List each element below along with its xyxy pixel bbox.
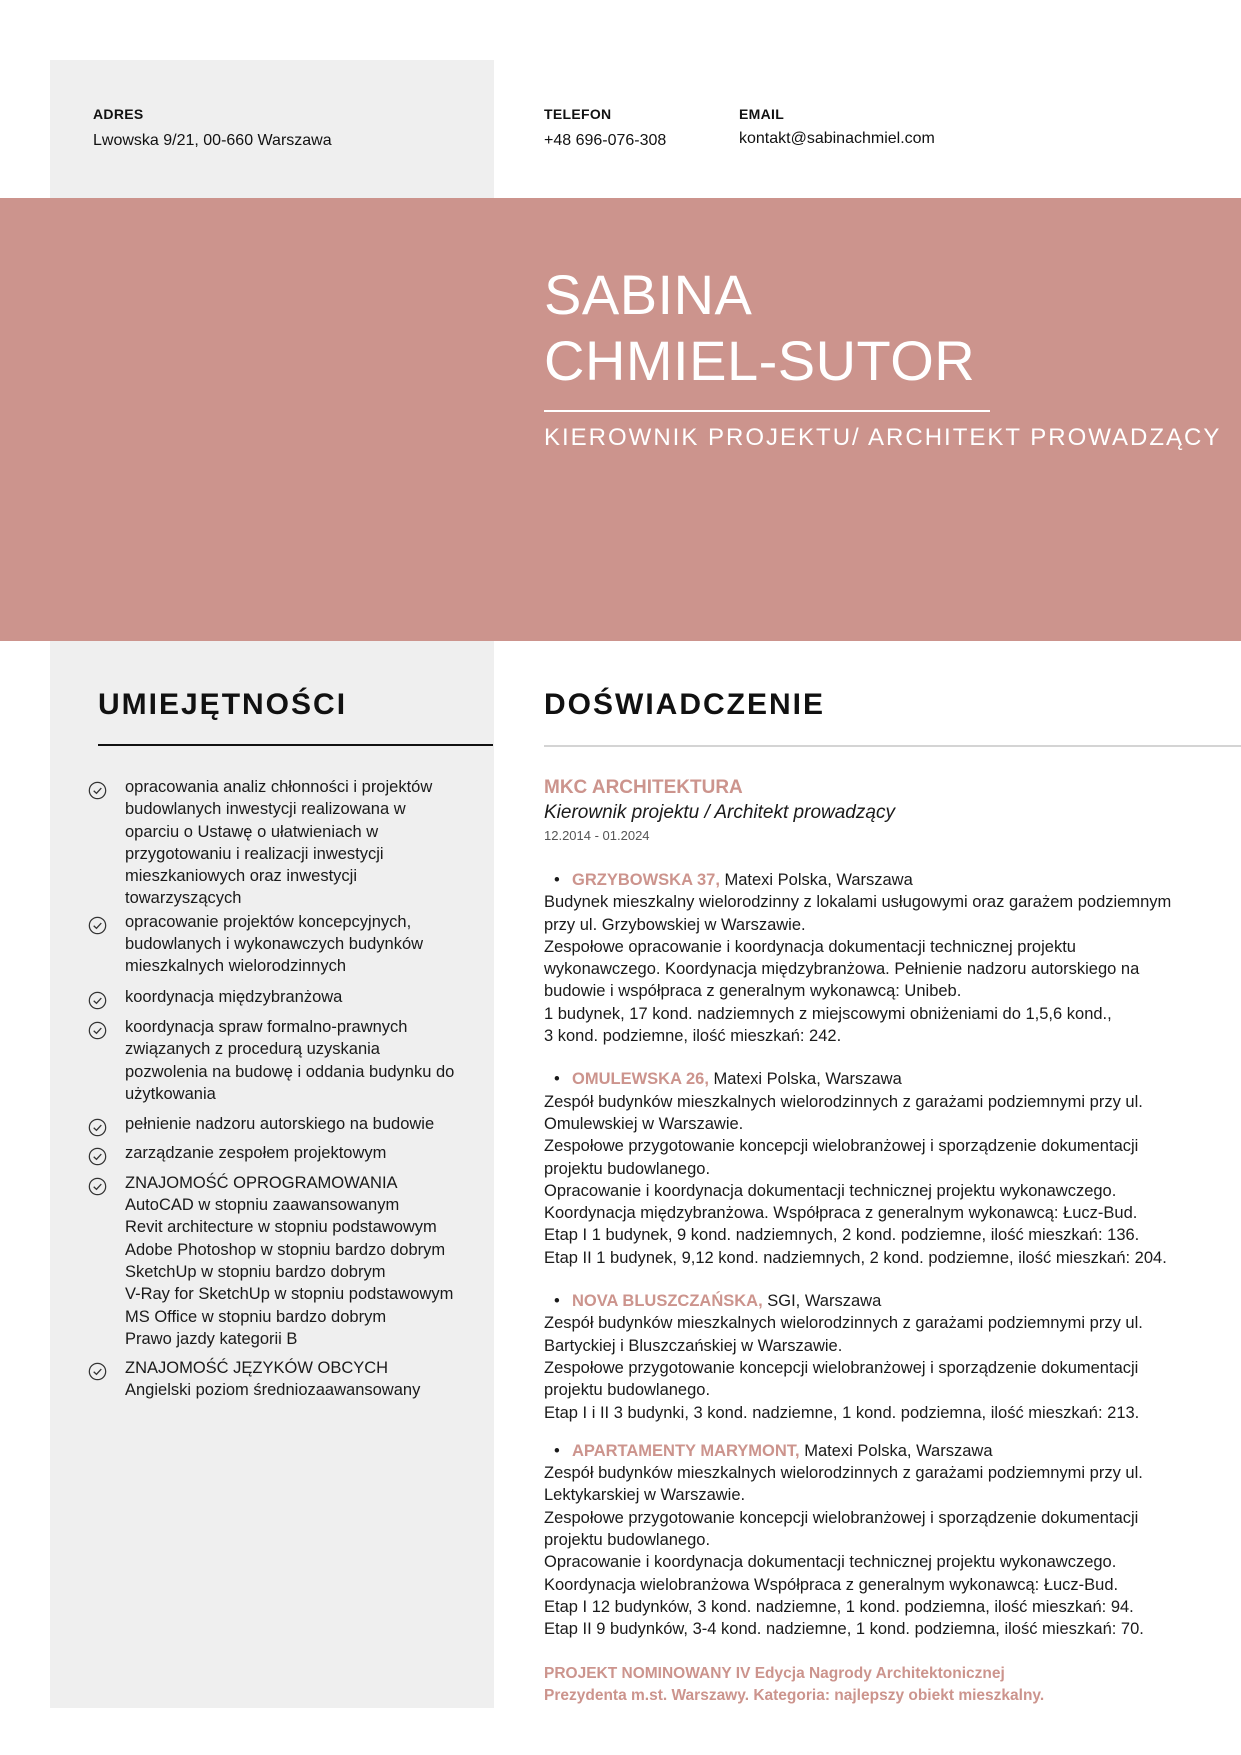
project-description-line: Zespół budynków mieszkalnych wielorodzinnych z garażami podziemnymi przy ul.	[544, 1092, 1143, 1111]
phone-value: +48 696-076-308	[544, 132, 667, 149]
skill-item	[88, 1016, 498, 1105]
project-name: NOVA BLUSZCZAŃSKA,	[572, 1292, 763, 1311]
name-divider	[544, 410, 990, 412]
project-description-line: projektu budowlanego.	[544, 1159, 711, 1178]
skill-line: budowlanych inwestycji realizowana w	[125, 800, 406, 819]
check-circle-icon	[88, 991, 107, 1010]
skill-line: koordynacja spraw formalno-prawnych	[125, 1017, 408, 1036]
project-description-line: Koordynacja wielobranżowa Współpraca z generalnym wykonawcą: Łucz-Bud.	[544, 1575, 1119, 1594]
skill-line: przygotowaniu i realizacji inwestycji	[125, 844, 384, 863]
address-label: ADRES	[93, 106, 144, 122]
project-description-line: budowie i współpraca z generalnym wykonawcą: Unibeb.	[544, 982, 962, 1001]
experience-section	[544, 776, 1234, 1707]
job-title: KIEROWNIK PROJEKTU/ ARCHITEKT PROWADZĄCY	[544, 424, 1222, 451]
project-entry	[544, 1440, 1234, 1641]
project-description-line: Zespołowe opracowanie i koordynacja dokumentacji technicznej projektu	[544, 937, 1076, 956]
skills-divider	[98, 744, 493, 746]
project-header	[544, 869, 1234, 891]
skill-item	[88, 1357, 498, 1402]
bullet-icon: •	[554, 871, 560, 889]
project-description-line: Zespołowe przygotowanie koncepcji wielobranżowej i sporządzenie dokumentacji	[544, 1137, 1139, 1156]
skill-line: zarządzanie zespołem projektowym	[125, 1144, 387, 1163]
award-line: Prezydenta m.st. Warszawy. Kategoria: najlepszy obiekt mieszkalny.	[544, 1686, 1045, 1704]
check-circle-icon	[88, 1362, 107, 1381]
skill-line: użytkowania	[125, 1084, 216, 1103]
project-client: Matexi Polska, Warszawa	[799, 1441, 993, 1460]
project-header	[544, 1290, 1234, 1312]
skill-item	[88, 1172, 498, 1350]
check-circle-icon	[88, 1147, 107, 1166]
project-description-line: projektu budowlanego.	[544, 1381, 711, 1400]
project-description-line: wykonawczego. Koordynacja międzybranżowa. Pełnienie nadzoru autorskiego na	[544, 960, 1140, 979]
project-description-line: Zespołowe przygotowanie koncepcji wielobranżowej i sporządzenie dokumentacji	[544, 1508, 1139, 1527]
skill-item	[88, 1113, 498, 1135]
skill-line: opracowania analiz chłonności i projektów	[125, 778, 433, 796]
project-description-line: Etap II 9 budynków, 3-4 kond. nadziemne, 1 kond. podziemna, ilość mieszkań: 70.	[544, 1620, 1144, 1639]
skill-line: pełnienie nadzoru autorskiego na budowie	[125, 1115, 435, 1134]
job-role: Kierownik projektu / Architekt prowadzący	[544, 802, 895, 823]
project-name: GRZYBOWSKA 37,	[572, 871, 720, 889]
project-entry	[544, 1068, 1234, 1269]
skill-line: MS Office w stopniu bardzo dobrym	[125, 1307, 387, 1326]
address-value: Lwowska 9/21, 00-660 Warszawa	[93, 132, 332, 149]
skill-line: ZNAJOMOŚĆ JĘZYKÓW OBCYCH	[125, 1359, 389, 1378]
skill-line: Angielski poziom średniozaawansowany	[125, 1381, 421, 1400]
skill-item	[88, 776, 498, 910]
skills-list	[88, 776, 498, 1402]
project-description-line: Budynek mieszkalny wielorodzinny z lokalami usługowymi oraz garażem podziemnym	[544, 893, 1172, 912]
project-name: OMULEWSKA 26,	[572, 1070, 709, 1089]
skill-line: związanych z procedurą uzyskania	[125, 1040, 380, 1059]
project-list	[544, 869, 1234, 1641]
project-header	[544, 1440, 1234, 1462]
skill-line: pozwolenia na budowę i oddania budynku do	[125, 1062, 455, 1081]
skill-line: Prawo jazdy kategorii B	[125, 1329, 298, 1348]
project-client: Matexi Polska, Warszawa	[708, 1070, 902, 1089]
bullet-icon: •	[554, 1441, 560, 1460]
project-description-line: Lektykarskiej w Warszawie.	[544, 1486, 746, 1505]
check-circle-icon	[88, 1177, 107, 1196]
project-description-line: 1 budynek, 17 kond. nadziemnych z miejscowymi obniżeniami do 1,5,6 kond.,	[544, 1004, 1112, 1023]
project-client: Matexi Polska, Warszawa	[719, 871, 913, 889]
skill-line: mieszkalnych wielorodzinnych	[125, 957, 347, 976]
bullet-icon: •	[554, 1292, 560, 1311]
skill-line: mieszkaniowych oraz inwestycji	[125, 867, 357, 886]
project-entry	[544, 1290, 1234, 1424]
project-client: SGI, Warszawa	[762, 1292, 882, 1311]
skill-line: Adobe Photoshop w stopniu bardzo dobrym	[125, 1240, 446, 1259]
check-circle-icon	[88, 1118, 107, 1137]
project-description-line: Etap I 1 budynek, 9 kond. nadziemnych, 2 kond. podziemne, ilość mieszkań: 136.	[544, 1226, 1140, 1245]
email-label: EMAIL	[739, 106, 785, 122]
project-description-line: Omulewskiej w Warszawie.	[544, 1114, 744, 1133]
project-description-line: Zespół budynków mieszkalnych wielorodzinnych z garażami podziemnymi przy ul.	[544, 1464, 1143, 1483]
award-line: PROJEKT NOMINOWANY IV Edycja Nagrody Architektonicznej	[544, 1664, 1005, 1682]
skill-item	[88, 911, 498, 978]
company-name: MKC ARCHITEKTURA	[544, 777, 743, 798]
project-description-line: Etap II 1 budynek, 9,12 kond. nadziemnych, 2 kond. podziemne, ilość mieszkań: 204.	[544, 1248, 1167, 1267]
skill-line: V-Ray for SketchUp w stopniu podstawowym	[125, 1285, 454, 1304]
project-description-line: Opracowanie i koordynacja dokumentacji technicznej projektu wykonawczego.	[544, 1553, 1117, 1572]
contact-background	[50, 60, 494, 198]
experience-heading: DOŚWIADCZENIE	[544, 688, 825, 721]
check-circle-icon	[88, 1021, 107, 1040]
project-description-line: Zespół budynków mieszkalnych wielorodzinnych z garażami podziemnymi przy ul.	[544, 1314, 1143, 1333]
full-name	[544, 262, 975, 394]
award-note	[544, 1663, 1234, 1707]
email-value: kontakt@sabinachmiel.com	[739, 130, 935, 147]
skill-line: towarzyszących	[125, 889, 242, 908]
project-entry	[544, 869, 1234, 1047]
project-description-line: Etap I i II 3 budynki, 3 kond. nadziemne, 1 kond. podziemna, ilość mieszkań: 213.	[544, 1403, 1140, 1422]
project-description-line: przy ul. Grzybowskiej w Warszawie.	[544, 915, 806, 934]
skill-line: koordynacja międzybranżowa	[125, 987, 343, 1006]
bullet-icon: •	[554, 1070, 560, 1089]
last-name: CHMIEL-SUTOR	[544, 329, 976, 392]
project-description-line: projektu budowlanego.	[544, 1531, 711, 1550]
project-name: APARTAMENTY MARYMONT,	[572, 1441, 800, 1460]
project-description-line: Zespołowe przygotowanie koncepcji wielobranżowej i sporządzenie dokumentacji	[544, 1358, 1139, 1377]
employment-dates: 12.2014 - 01.2024	[544, 828, 650, 843]
skill-line: SketchUp w stopniu bardzo dobrym	[125, 1262, 386, 1281]
skill-line: opracowanie projektów koncepcyjnych,	[125, 912, 412, 931]
skill-line: ZNAJOMOŚĆ OPROGRAMOWANIA	[125, 1173, 398, 1192]
project-description-line: Koordynacja międzybranżowa. Współpraca z generalnym wykonawcą: Łucz-Bud.	[544, 1204, 1138, 1223]
skill-line: budowlanych i wykonawczych budynków	[125, 935, 424, 954]
phone-label: TELEFON	[544, 106, 612, 122]
project-header	[544, 1068, 1234, 1090]
first-name: SABINA	[544, 263, 753, 326]
experience-divider	[544, 745, 1241, 747]
check-circle-icon	[88, 916, 107, 935]
project-description-line: Opracowanie i koordynacja dokumentacji technicznej projektu wykonawczego.	[544, 1181, 1117, 1200]
project-description-line: 3 kond. podziemne, ilość mieszkań: 242.	[544, 1027, 842, 1046]
project-description-line: Etap I 12 budynków, 3 kond. nadziemne, 1 kond. podziemna, ilość mieszkań: 94.	[544, 1597, 1134, 1616]
skill-item	[88, 1142, 498, 1164]
skill-line: Revit architecture w stopniu podstawowym	[125, 1218, 437, 1237]
project-description-line: Bartyckiej i Bluszczańskiej w Warszawie.	[544, 1336, 843, 1355]
skill-line: AutoCAD w stopniu zaawansowanym	[125, 1196, 400, 1215]
skill-item	[88, 986, 498, 1008]
skills-heading: UMIEJĘTNOŚCI	[98, 688, 348, 721]
skill-line: oparciu o Ustawę o ułatwieniach w	[125, 822, 379, 841]
check-circle-icon	[88, 781, 107, 800]
